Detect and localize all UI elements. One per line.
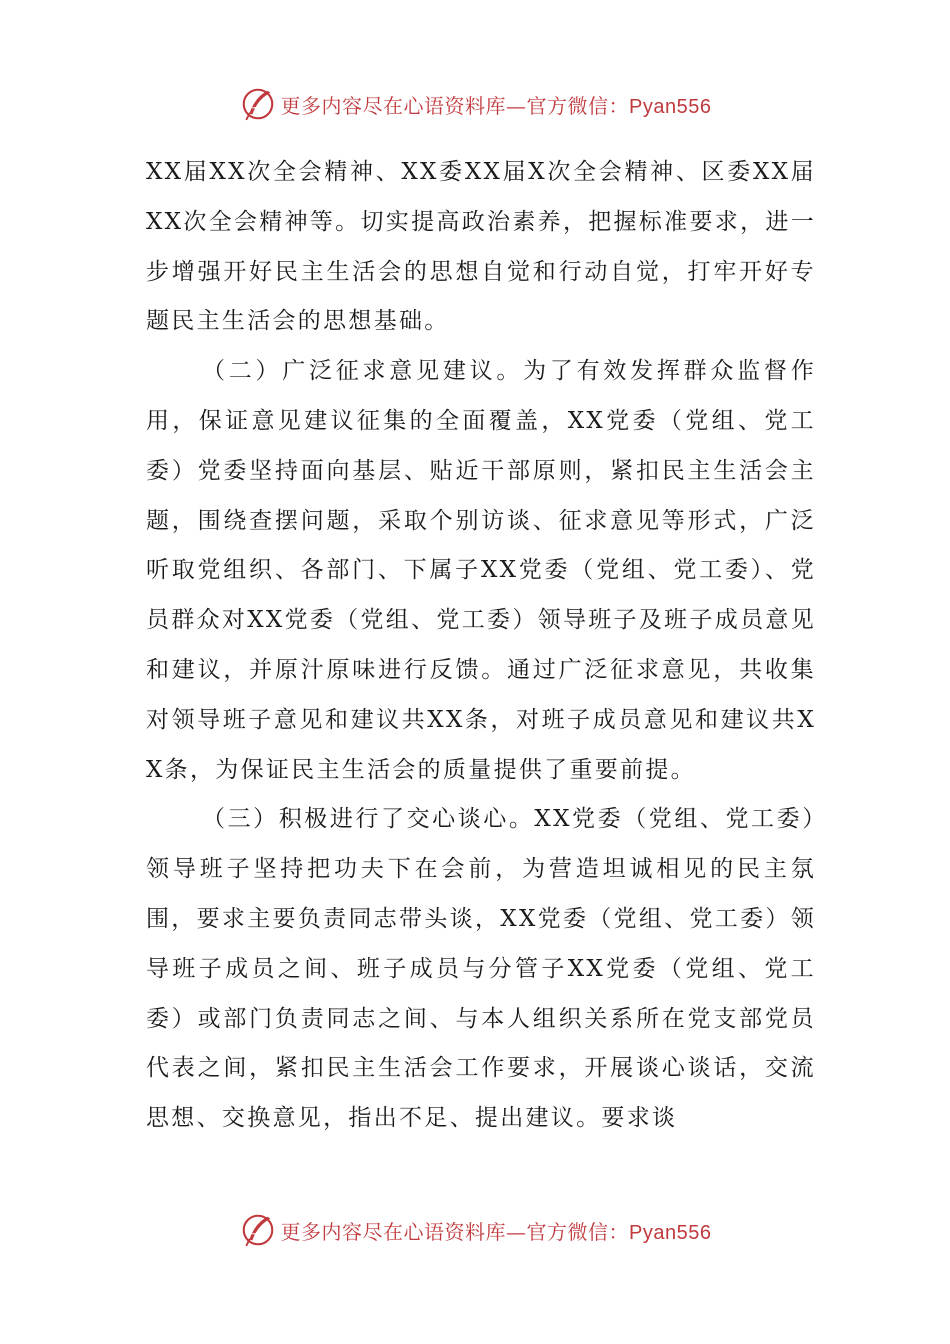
document-body bbox=[146, 148, 816, 1144]
paragraph-continuation: XX届XX次全会精神、XX委XX届X次全会精神、区委XX届XX次全会精神等。切实提高政治素养，把握标准要求，进一步增强开好民主生活会的思想自觉和行动自觉，打牢开好专题民主生活会的思想基础。 bbox=[146, 159, 816, 335]
paragraph-section-2: （二）广泛征求意见建议。为了有效发挥群众监督作用，保证意见建议征集的全面覆盖，XX党委（党组、党工委）党委坚持面向基层、贴近干部原则，紧扣民主生活会主题，围绕查摆问题，采取个别访谈、征求意见等形式，广泛听取党组织、各部门、下属子XX党委（党组、党工委）、党员群众对XX党委（党组、党工委）领导班子及班子成员意见和建议，并原汁原味进行反馈。通过广泛征求意见，共收集对领导班子意见和建议共XX条，对班子成员意见和建议共XX条，为保证民主生活会的质量提供了重要前提。 bbox=[146, 358, 816, 783]
footer-banner-handle: Pyan556 bbox=[629, 1221, 712, 1244]
footer-banner bbox=[0, 1208, 950, 1252]
footer-banner-text: 更多内容尽在心语资料库—官方微信：Pyan556 bbox=[280, 1219, 712, 1244]
quill-pen-seal-icon bbox=[239, 85, 277, 123]
quill-pen-seal-icon bbox=[239, 1211, 277, 1249]
header-banner bbox=[0, 82, 950, 126]
banner-handle: Pyan556 bbox=[629, 95, 712, 118]
banner-text: 更多内容尽在心语资料库—官方微信：Pyan556 bbox=[280, 93, 712, 118]
paragraph-section-3: （三）积极进行了交心谈心。XX党委（党组、党工委）领导班子坚持把功夫下在会前，为营造坦诚相见的民主氛围，要求主要负责同志带头谈，XX党委（党组、党工委）领导班子成员之间、班子成员与分管子XX党委（党组、党工委）或部门负责同志之间、与本人组织关系所在党支部党员代表之间，紧扣民主生活会工作要求，开展谈心谈话，交流思想、交换意见，指出不足、提出建议。要求谈 bbox=[146, 806, 816, 1132]
